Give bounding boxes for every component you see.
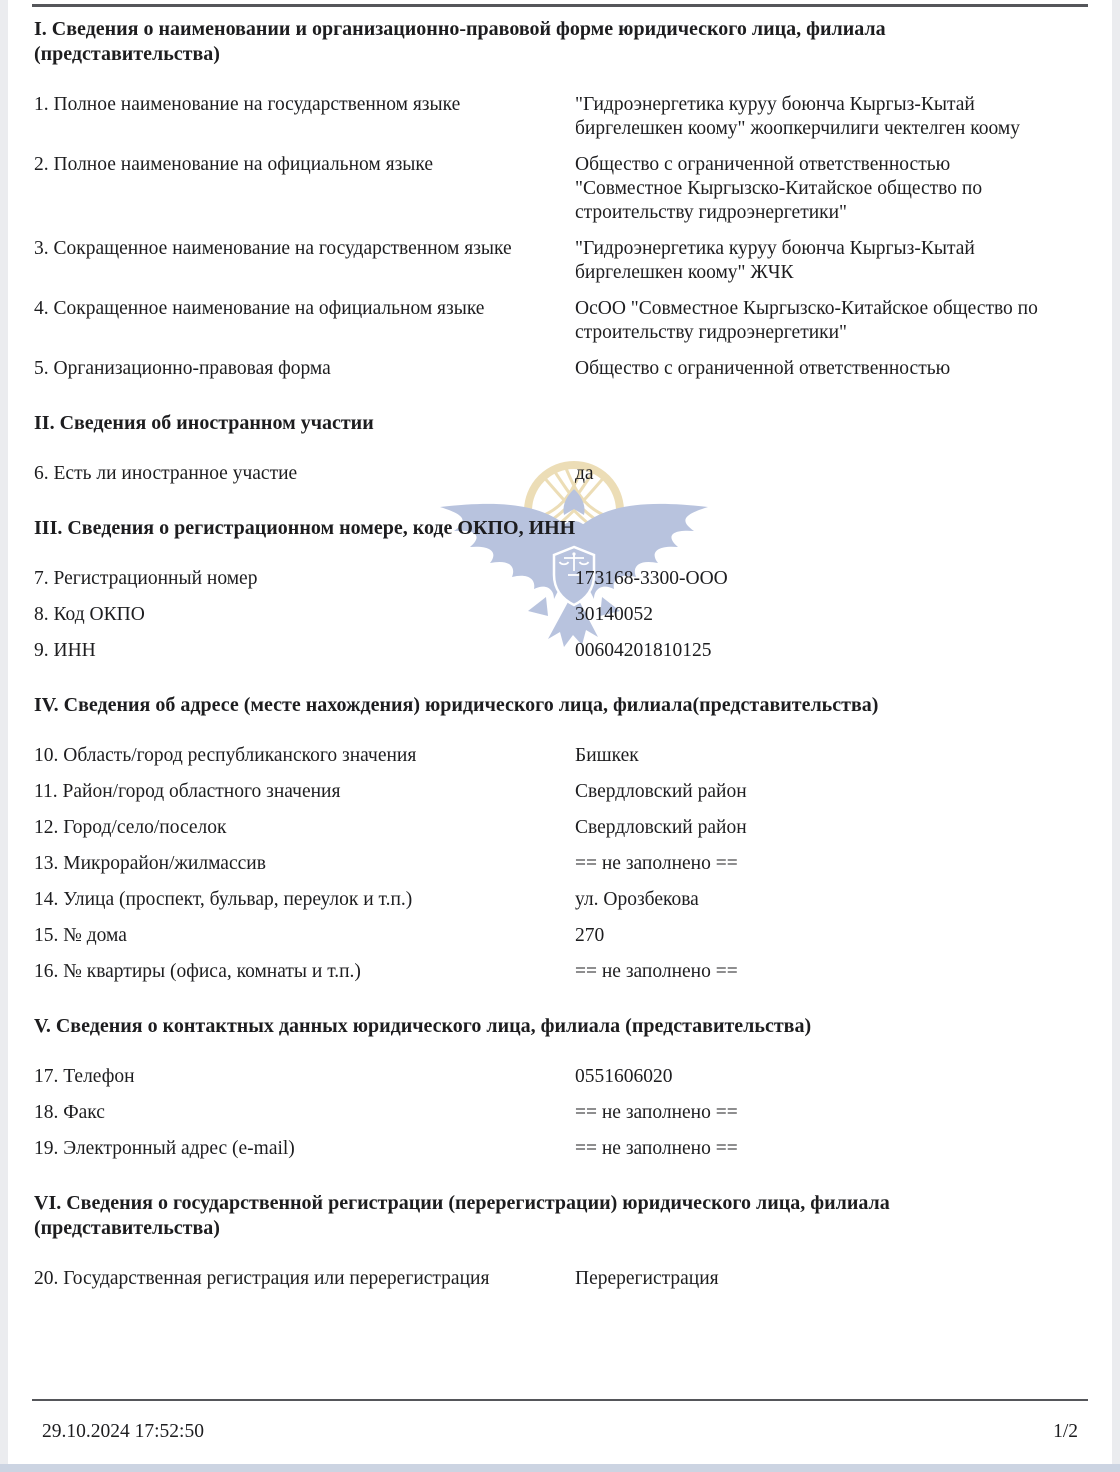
field-value: 270 bbox=[575, 925, 605, 946]
field-label: 10. Область/город республиканского значения bbox=[34, 745, 417, 766]
field-row-13 bbox=[34, 852, 1086, 876]
field-row-15 bbox=[34, 924, 1086, 948]
field-label: 15. № дома bbox=[34, 925, 127, 946]
field-row-5 bbox=[34, 357, 1086, 381]
field-row-12 bbox=[34, 816, 1086, 840]
field-value: да bbox=[575, 463, 594, 484]
document-page bbox=[8, 0, 1112, 1464]
field-label: 6. Есть ли иностранное участие bbox=[34, 463, 298, 484]
field-row-17 bbox=[34, 1065, 1086, 1089]
footer-timestamp: 29.10.2024 17:52:50 bbox=[42, 1421, 204, 1442]
field-row-14 bbox=[34, 888, 1086, 912]
field-row-6 bbox=[34, 462, 1086, 486]
field-value: 00604201810125 bbox=[575, 640, 712, 661]
field-value: ул. Орозбекова bbox=[575, 889, 699, 910]
field-value: 173168-3300-ООО bbox=[575, 568, 728, 589]
section-contacts bbox=[34, 1014, 1086, 1161]
section-title: III. Сведения о регистрационном номере, коде ОКПО, ИНН bbox=[34, 517, 576, 539]
bottom-strip bbox=[0, 1464, 1120, 1472]
document-content bbox=[28, 17, 1092, 1291]
field-row-10 bbox=[34, 744, 1086, 768]
field-label: 3. Сокращенное наименование на государственном языке bbox=[34, 238, 512, 259]
section-state-registration bbox=[34, 1191, 1086, 1291]
field-value: Свердловский район bbox=[575, 817, 747, 838]
field-value: "Гидроэнергетика куруу боюнча Кыргыз-Кытай биргелешкен коому" ЖЧК bbox=[575, 238, 975, 283]
field-value: == не заполнено == bbox=[575, 853, 738, 874]
field-row-18 bbox=[34, 1101, 1086, 1125]
field-label: 14. Улица (проспект, бульвар, переулок и т.п.) bbox=[34, 889, 413, 910]
field-value: "Гидроэнергетика куруу боюнча Кыргыз-Кытай биргелешкен коому" жоопкерчилиги чектелген коому bbox=[575, 94, 1020, 139]
section-foreign-participation bbox=[34, 411, 1086, 486]
field-row-1 bbox=[34, 93, 1086, 141]
field-value: 30140052 bbox=[575, 604, 653, 625]
field-row-3 bbox=[34, 237, 1086, 285]
field-value: == не заполнено == bbox=[575, 961, 738, 982]
field-label: 1. Полное наименование на государственном языке bbox=[34, 94, 461, 115]
section-title: I. Сведения о наименовании и организационно-правовой форме юридического лица, филиала (представительства) bbox=[34, 18, 886, 65]
field-value: == не заполнено == bbox=[575, 1138, 738, 1159]
field-row-16 bbox=[34, 960, 1086, 984]
field-row-4 bbox=[34, 297, 1086, 345]
field-value: == не заполнено == bbox=[575, 1102, 738, 1123]
field-label: 4. Сокращенное наименование на официальном языке bbox=[34, 298, 485, 319]
field-label: 20. Государственная регистрация или перерегистрация bbox=[34, 1268, 490, 1289]
field-label: 7. Регистрационный номер bbox=[34, 568, 258, 589]
footer-page-indicator: 1/2 bbox=[1053, 1421, 1078, 1442]
field-value: Перерегистрация bbox=[575, 1268, 719, 1289]
field-row-9 bbox=[34, 639, 1086, 663]
field-value: Общество с ограниченной ответственностью bbox=[575, 358, 951, 379]
section-title: VI. Сведения о государственной регистрации (перерегистрации) юридического лица, филиала (представительства) bbox=[34, 1192, 890, 1239]
field-label: 5. Организационно-правовая форма bbox=[34, 358, 331, 379]
section-names-legal-form bbox=[34, 17, 1086, 381]
field-row-19 bbox=[34, 1137, 1086, 1161]
document-body bbox=[28, 7, 1092, 1399]
field-value: Общество с ограниченной ответственностью "Совместное Кыргызско-Китайское общество по строительству гидроэнергетики" bbox=[575, 154, 983, 223]
field-label: 16. № квартиры (офиса, комнаты и т.п.) bbox=[34, 961, 361, 982]
field-label: 11. Район/город областного значения bbox=[34, 781, 341, 802]
field-row-11 bbox=[34, 780, 1086, 804]
field-label: 12. Город/село/поселок bbox=[34, 817, 227, 838]
field-label: 9. ИНН bbox=[34, 640, 96, 661]
field-label: 18. Факс bbox=[34, 1102, 105, 1123]
page-footer bbox=[32, 1399, 1088, 1448]
field-label: 19. Электронный адрес (e-mail) bbox=[34, 1138, 295, 1159]
field-value: ОсОО "Совместное Кыргызско-Китайское общество по строительству гидроэнергетики" bbox=[575, 298, 1038, 343]
field-label: 2. Полное наименование на официальном языке bbox=[34, 154, 434, 175]
field-row-2 bbox=[34, 153, 1086, 225]
section-registration-numbers bbox=[34, 516, 1086, 663]
field-label: 17. Телефон bbox=[34, 1066, 135, 1087]
field-value: Свердловский район bbox=[575, 781, 747, 802]
section-address bbox=[34, 693, 1086, 984]
field-value: Бишкек bbox=[575, 745, 639, 766]
field-row-20 bbox=[34, 1267, 1086, 1291]
section-title: V. Сведения о контактных данных юридического лица, филиала (представительства) bbox=[34, 1015, 812, 1037]
field-label: 13. Микрорайон/жилмассив bbox=[34, 853, 266, 874]
field-row-7 bbox=[34, 567, 1086, 591]
field-label: 8. Код ОКПО bbox=[34, 604, 145, 625]
section-title: II. Сведения об иностранном участии bbox=[34, 412, 374, 434]
field-row-8 bbox=[34, 603, 1086, 627]
field-value: 0551606020 bbox=[575, 1066, 673, 1087]
section-title: IV. Сведения об адресе (месте нахождения) юридического лица, филиала(представительства) bbox=[34, 694, 879, 716]
